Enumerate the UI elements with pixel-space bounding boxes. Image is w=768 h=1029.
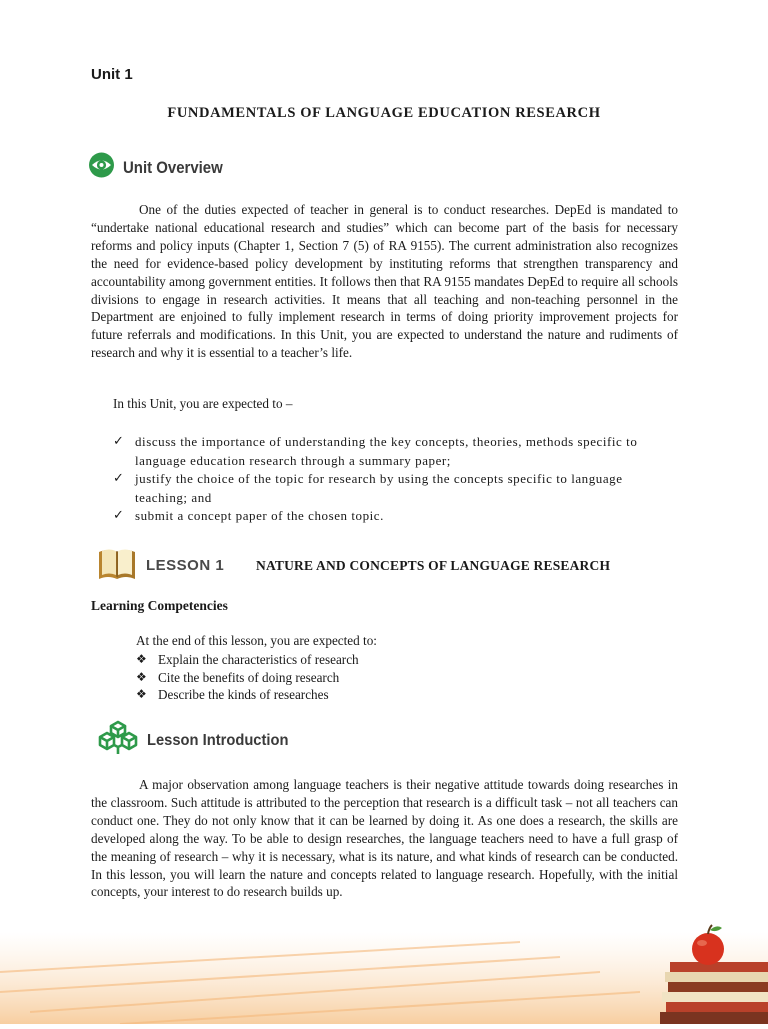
checkmark-icon: ✓ bbox=[113, 434, 125, 449]
objective-text: submit a concept paper of the chosen topic. bbox=[135, 508, 384, 524]
unit-overview-paragraph: One of the duties expected of teacher in general is to conduct researches. DepEd is mandated to “undertake national educational research and studies” which can become part of the basis for necessary reforms and policy inputs (Chapter 1, Section 7 (5) of RA 9155). The current administration also recognizes the need for evidence-based policy development by instituting reforms that strengthen transparency and accountability among government entities. It follows then that RA 9155 mandates DepEd to require all schools divisions to engage in research activities. It means that all teaching and non-teaching personnel in the Department are enjoined to fully implement research in terms of doing priority improvement projects for future referrals and modifications. In this Unit, you are expected to understand the nature and rudiments of research and why it is essential to a teacher’s life. bbox=[91, 202, 678, 361]
unit-overview-header bbox=[88, 152, 236, 183]
lesson-title: NATURE AND CONCEPTS OF LANGUAGE RESEARCH bbox=[256, 558, 611, 573]
checkmark-icon: ✓ bbox=[113, 471, 125, 487]
checkmark-icon: ✓ bbox=[113, 508, 125, 524]
unit-overview-heading: Unit Overview bbox=[123, 157, 223, 177]
lesson-introduction-header bbox=[98, 720, 301, 761]
competency-text: Cite the benefits of doing research bbox=[158, 669, 340, 685]
list-item bbox=[136, 686, 359, 704]
stacked-books-icon bbox=[660, 962, 768, 1024]
list-item bbox=[113, 433, 678, 470]
list-item bbox=[136, 651, 359, 669]
cube-icon bbox=[98, 720, 138, 761]
lesson-header bbox=[98, 546, 224, 585]
objective-text: justify the choice of the topic for research by using the concepts specific to language teaching; and bbox=[135, 471, 623, 505]
competencies-heading: Learning Competencies bbox=[91, 598, 228, 613]
diamond-bullet-icon: ❖ bbox=[136, 652, 147, 666]
competency-text: Explain the characteristics of research bbox=[158, 652, 359, 667]
diamond-bullet-icon: ❖ bbox=[136, 687, 147, 701]
list-item bbox=[113, 470, 678, 507]
lesson-introduction-paragraph: A major observation among language teachers is their negative attitude towards doing researches in the classroom. Such attitude is attributed to the perception that research is a difficult task – not all teachers can conduct one. They do not only know that it can be learned by doing it. As one does a research, the skills are developed along the way. To be able to design researches, the language teachers need to have a full grasp of the meaning of research – why it is necessary, what is its nature, and what kinds of research can be conducted. In this lesson, you will learn the nature and concepts related to language research. Hopefully, with the initial concepts, your interest to do research builds up. bbox=[91, 777, 678, 900]
page-title: FUNDAMENTALS OF LANGUAGE EDUCATION RESEARCH bbox=[167, 105, 601, 121]
competency-text: Describe the kinds of researches bbox=[158, 687, 329, 702]
unit-label: Unit 1 bbox=[91, 66, 133, 83]
expected-intro: In this Unit, you are expected to – bbox=[113, 396, 293, 411]
list-item bbox=[136, 669, 359, 687]
diamond-bullet-icon: ❖ bbox=[136, 669, 147, 684]
lesson-introduction-heading: Lesson Introduction bbox=[147, 731, 289, 749]
objective-text: discuss the importance of understanding the key concepts, theories, methods specific to language education research through a summary paper; bbox=[135, 434, 638, 468]
book-icon bbox=[98, 546, 136, 585]
competencies-list bbox=[136, 651, 359, 704]
eye-icon bbox=[88, 152, 115, 183]
list-item bbox=[113, 507, 678, 526]
apple-icon bbox=[692, 925, 724, 965]
footer-decoration bbox=[0, 912, 768, 1024]
objectives-list bbox=[113, 433, 678, 526]
lesson-label: LESSON 1 bbox=[146, 557, 225, 574]
competencies-intro: At the end of this lesson, you are expected to: bbox=[136, 633, 377, 648]
